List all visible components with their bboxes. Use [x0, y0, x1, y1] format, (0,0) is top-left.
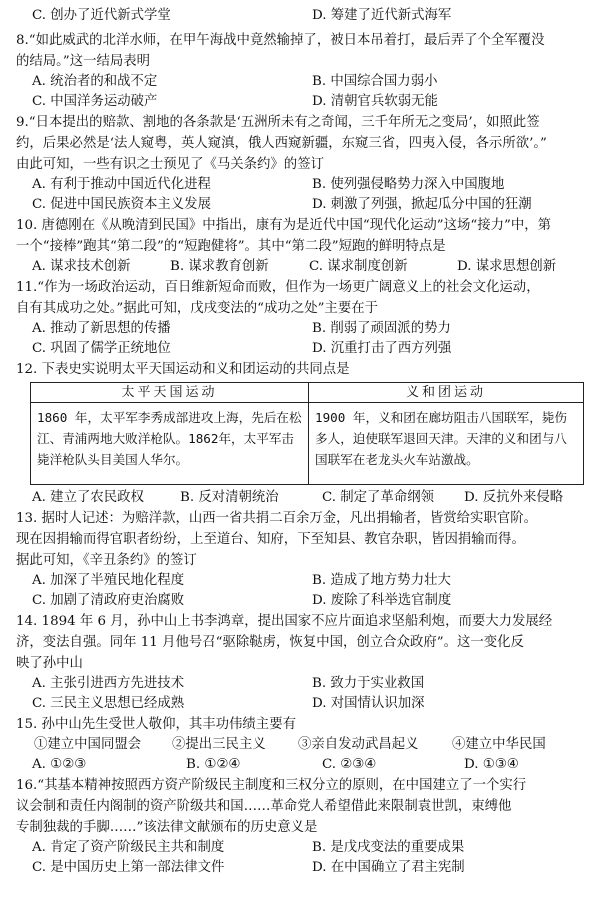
q15-item-4: ④建立中华民国 — [452, 737, 546, 752]
q12-stem: 12. 下表史实说明太平天国运动和义和团运动的共同点是 — [16, 362, 350, 377]
q16-stem-line-1: 16.“其基本精神按照西方资产阶级民主制度和三权分立的原则，在中国建立了一个实行 — [16, 778, 527, 793]
q10-stem-line-1: 10. 唐德刚在《从晚清到民国》中指出，康有为是近代中国“现代化运动”这场“接力”中，第 — [16, 218, 551, 233]
q16-option-b: B. 是戊戌变法的重要成果 — [312, 840, 465, 855]
q12-option-c: C. 制定了革命纲领 — [322, 490, 435, 505]
q14-options-cd — [16, 694, 596, 713]
q9-option-d: D. 刺激了列强，掀起瓜分中国的狂潮 — [312, 197, 532, 212]
q15-stem: 15. 孙中山先生受世人敬仰，其丰功伟绩主要有 — [16, 717, 296, 732]
q8-option-d: D. 清朝官兵软弱无能 — [312, 94, 438, 109]
q11-options-cd — [16, 339, 596, 358]
q9-option-b: B. 使列强侵略势力深入中国腹地 — [312, 177, 505, 192]
q12-table — [30, 382, 584, 485]
q16-option-d: D. 在中国确立了君主宪制 — [312, 860, 465, 875]
q7-option-c: C. 创办了近代新式学堂 — [32, 8, 171, 23]
q9-option-a: A. 有利于推动中国近代化进程 — [32, 177, 211, 192]
q10-stem-line-2: 一个“接棒”跑其“第二段”的“短跑健将”。其中“第二段”短跑的鲜明特点是 — [16, 239, 446, 254]
q7-option-d: D. 筹建了近代新式海军 — [312, 8, 452, 23]
q14-stem-line-3: 映了孙中山 — [16, 656, 83, 671]
q12-table-header-taiping: 太平天国运动 — [31, 383, 309, 403]
q13-option-b: B. 造成了地方势力壮大 — [312, 573, 451, 588]
q16-stem-line-3: 专制独裁的手脚……”该法律文献颁布的历史意义是 — [16, 820, 318, 835]
q9-stem-line-3: 由此可知，一些有识之士预见了《马关条约》的签订 — [16, 157, 324, 172]
q16-stem-line-2: 议会制和责任内阁制的资产阶级共和国……革命党人希望借此来限制袁世凯，束缚他 — [16, 799, 512, 814]
q13-option-c: C. 加剧了清政府吏治腐败 — [32, 593, 185, 608]
q16-options-cd — [16, 858, 596, 877]
q10-options — [16, 257, 596, 276]
q12-table-cell-taiping: 1860 年，太平军李秀成部进攻上海，先后在松江、青浦两地大败洋枪队。1862年，太平军击毙洋枪队头目美国人华尔。 — [31, 403, 309, 485]
q9-stem-line-1: 9.“日本提出的赔款、割地的各条款是‘五洲所未有之奇闻，三千年所无之变局’，如照此签 — [16, 115, 540, 130]
q9-option-c: C. 促进中国民族资本主义发展 — [32, 197, 211, 212]
q14-stem-line-2: 济，变法自强。同年 11 月他号召“驱除鞑虏，恢复中国，创立合众政府”。这一变化反 — [16, 635, 524, 650]
q12-option-d: D. 反抗外来侵略 — [464, 490, 564, 505]
q10-option-c: C. 谋求制度创新 — [309, 259, 408, 274]
q12-option-b: B. 反对清朝统治 — [180, 490, 279, 505]
q10-option-a: A. 谋求技术创新 — [32, 259, 131, 274]
q11-option-a: A. 推动了新思想的传播 — [32, 321, 171, 336]
q13-option-a: A. 加深了半殖民地化程度 — [32, 573, 185, 588]
q8-option-a: A. 统治者的和战不定 — [32, 74, 158, 89]
q13-options-ab — [16, 571, 596, 590]
q11-option-d: D. 沉重打击了西方列强 — [312, 341, 452, 356]
q15-option-b: B. ①②④ — [186, 757, 241, 772]
q15-items — [16, 735, 596, 754]
q8-stem-line-2: 的结局。”这一结局表明 — [16, 54, 151, 69]
q10-option-d: D. 谋求思想创新 — [457, 259, 557, 274]
q15-option-a: A. ①②③ — [32, 757, 87, 772]
q9-options-cd — [16, 195, 596, 214]
q11-stem-line-1: 11.“作为一场政治运动，百日维新短命而败，但作为一场更广阔意义上的社会文化运动， — [16, 280, 540, 295]
q12-options — [16, 488, 596, 507]
q15-item-3: ③亲自发动武昌起义 — [298, 737, 419, 752]
q12-option-a: A. 建立了农民政权 — [32, 490, 144, 505]
q14-options-ab — [16, 674, 596, 693]
q14-option-a: A. 主张引进西方先进技术 — [32, 676, 185, 691]
q8-options-ab — [16, 72, 596, 91]
q9-options-ab — [16, 175, 596, 194]
q10-option-b: B. 谋求教育创新 — [170, 259, 269, 274]
q8-stem-line-1: 8.“如此威武的北洋水师，在甲午海战中竟然输掉了，被日本吊着打，最后弄了个全军覆没 — [16, 33, 545, 48]
q13-stem-line-1: 13. 据时人记述：为赔洋款，山西一省共捐二百余万金，凡出捐输者，皆赏给实职官阶。 — [16, 511, 538, 526]
q11-options-ab — [16, 319, 596, 338]
q15-options — [16, 755, 596, 774]
q14-option-d: D. 对国情认识加深 — [312, 696, 425, 711]
q8-option-b: B. 中国综合国力弱小 — [312, 74, 438, 89]
q14-stem-line-1: 14. 1894 年 6 月，孙中山上书李鸿章，提出国家不应片面追求坚船利炮，而要大力发展经 — [16, 614, 553, 629]
q12-table-header-boxer: 义和团运动 — [309, 383, 584, 403]
q14-option-c: C. 三民主义思想已经成熟 — [32, 696, 185, 711]
q11-option-c: C. 巩固了儒学正统地位 — [32, 341, 171, 356]
q7-options-cd — [16, 6, 596, 25]
q13-option-d: D. 废除了科举选官制度 — [312, 593, 452, 608]
q15-option-d: D. ①③④ — [464, 757, 519, 772]
q16-option-a: A. 肯定了资产阶级民主共和制度 — [32, 840, 225, 855]
q14-option-b: B. 致力于实业救国 — [312, 676, 425, 691]
q15-option-c: C. ②③④ — [322, 757, 377, 772]
q9-stem-line-2: 约，后果必然是‘法人窥粤，英人窥滇，俄人西窥新疆，东窥三省，四夷入侵，各示所欲’。” — [16, 136, 547, 151]
q8-option-c: C. 中国洋务运动破产 — [32, 94, 158, 109]
q11-option-b: B. 削弱了顽固派的势力 — [312, 321, 451, 336]
q13-options-cd — [16, 591, 596, 610]
q11-stem-line-2: 自有其成功之处。”据此可知，戊戌变法的“成功之处”主要在于 — [16, 301, 378, 316]
q15-item-1: ①建立中国同盟会 — [34, 737, 142, 752]
q16-option-c: C. 是中国历史上第一部法律文件 — [32, 860, 225, 875]
q13-stem-line-2: 现在因捐输而得官职者纷纷，上至道台、知府，下至知县、教官杂职，皆因捐输而得。 — [16, 532, 525, 547]
q12-table-cell-boxer: 1900 年，义和团在廊坊阻击八国联军，毙伤多人，迫使联军退回天津。天津的义和团与八国联军在老龙头火车站激战。 — [309, 403, 584, 485]
q8-options-cd — [16, 92, 596, 111]
q13-stem-line-3: 据此可知，《辛丑条约》的签订 — [16, 553, 197, 568]
q16-options-ab — [16, 838, 596, 857]
q15-item-2: ②提出三民主义 — [172, 737, 266, 752]
